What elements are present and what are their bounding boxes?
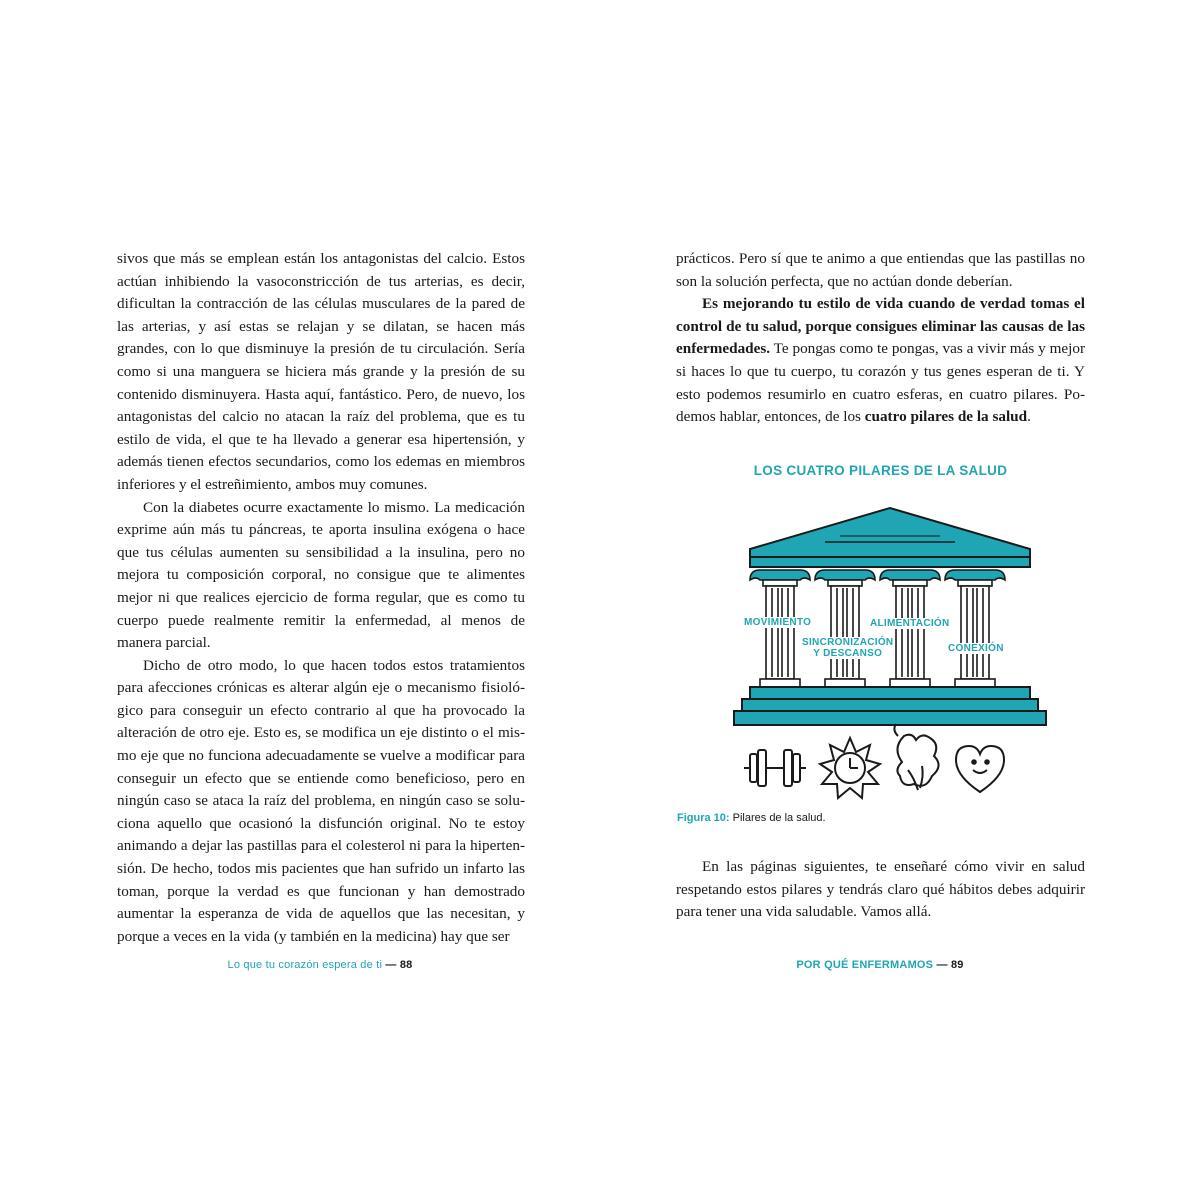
heart-face-icon [956,746,1004,792]
footer-dash-right: — [936,959,948,971]
bold-phrase: cuatro pilares de la salud [864,408,1028,426]
page-number-right: 89 [950,959,964,971]
right-paragraph-3: En las páginas siguientes, te enseñaré cómo vivir en salud respetando estos pilares y tendrás claro qué hábitos debes adquirir para tener una vida saludable. Vamos allá. [676,858,1085,921]
footer-dash: — [385,959,397,971]
left-page [117,248,525,948]
fruit-vegetable-icon [894,724,938,790]
running-head-left: Lo que tu corazón espera de ti [227,959,383,971]
label-sincronizacion-line2: Y DESCANSO [813,648,883,659]
dumbbell-icon [744,750,806,786]
left-paragraph-1: sivos que más se emplean están los antagonistas del calcio. Estos actúan inhibiendo la vasoconstricción de tus arterias, es decir, dificultan la contracción de las células musculares de la pared de las arterias, y así estas se relajan y se dilatan, se hacen más grandes, con lo que disminuye la presión de tu circulación. Sería como si una manguera se hiciera más grande y la presión de su contenido disminuyera. Hasta aquí, fantástico. Pero, de nuevo, los antagonistas del calcio no atacan la raíz del problema, que es tu estilo de vida, el que te ha llevado a generar esa hipertensión, y además tienen efectos secundarios, como los edemas en miembros inferiores y el estreñimiento, ambos muy comunes. [117,250,525,493]
label-conexion: CONEXIÓN [948,643,1004,654]
label-alimentacion: ALIMENTACIÓN [870,618,950,629]
page-number-left: 88 [399,959,413,971]
right-paragraph-2 [676,293,1085,429]
running-head-right: POR QUÉ ENFERMAMOS [796,959,934,971]
figure-caption [677,812,826,824]
right-paragraph-1: prácticos. Pero sí que te animo a que entiendas que las pastillas no son la solución perfecta, que no actúan donde deberían. [676,250,1085,290]
right-page-footer [560,959,1200,971]
left-paragraph-2: Con la diabetes ocurre exactamente lo mismo. La medicación exprime aún más tu páncreas, te aporta insulina exógena o hace que tus células aumenten su sensibilidad a la insulina, pero no mejora tu composición corporal, no consigue que te alimentes mejor ni que realices ejercicio de forma regular, que es como tu cuerpo puede realmente remitir la enfermedad, al menos de manera parcial. [117,498,525,652]
right-page-closing [676,856,1085,924]
label-sincronizacion [800,637,895,659]
paragraph-end: . [1027,408,1031,426]
label-sincronizacion-line1: SINCRONIZACIÓN [802,637,894,648]
paragraph-text: Te pongas como te pongas, vas a vivir más y mejor si haces lo que tu cuerpo, tu corazón y tus genes esperan de ti. Y esto podemos resumirlo en cuatro esferas, en cuatro pilares. Podemos hablar, entonces, de los [676,340,1085,426]
sun-clock-icon [820,738,880,798]
label-movimiento: MOVIMIENTO [744,617,812,628]
caption-text: Pilares de la salud. [729,812,826,824]
left-paragraph-3: Dicho de otro modo, lo que hacen todos estos tratamientos para afecciones crónicas es alterar algún eje o mecanismo fisiológico para conseguir un efecto contrario al que ha provocado la alteración de otro eje. Esto es, se modifica un eje distinto o el mismo eje que no funciona adecuadamente se vuelve a modificar para conseguir un efecto que se entiende como beneficioso, pero en ningún caso se ataca la raíz del problema, en ningún caso se soluciona aquello que ocasionó la disfunción original. No te estoy animando a dejar las pastillas para el colesterol ni para la hipertensión. De hecho, todos mis pacientes que han sufrido un infarto las toman, porque la verdad es que funcionan y han demostrado aumentar la esperanza de vida de aquellos que las necesitan, y porque a veces en la vida (y también en la medicina) hay que ser [117,656,525,945]
right-page [676,248,1085,429]
pillars-figure [730,500,1050,800]
left-page-footer [0,959,640,971]
bold-statement: Es mejorando tu estilo de vida cuando de verdad tomas el control de tu salud, porque consigues eliminar las causas de las enfermedades. [676,295,1085,358]
caption-label: Figura 10: [677,812,730,824]
figure-title: LOS CUATRO PILARES DE LA SALUD [753,463,1008,478]
